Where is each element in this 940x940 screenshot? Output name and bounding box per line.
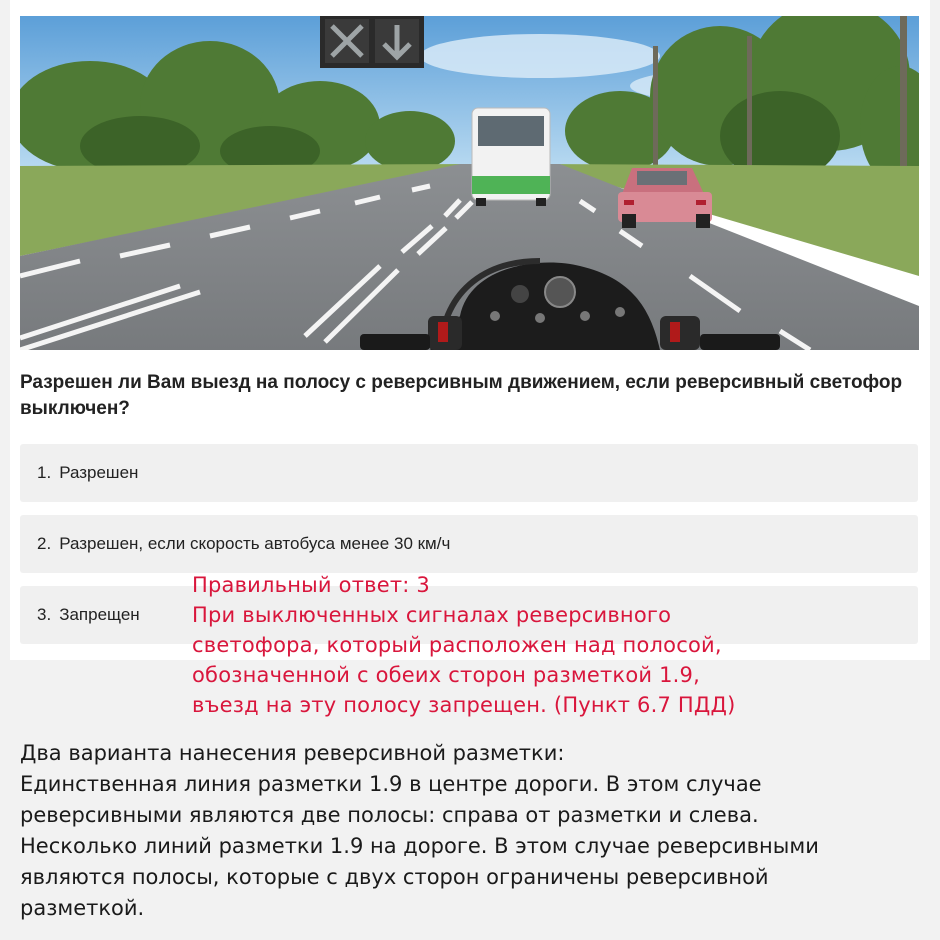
- road-scene-image: [20, 16, 919, 350]
- answer-label: Запрещен: [59, 605, 140, 624]
- explanation-line: реверсивными являются две полосы: справа от разметки и слева.: [20, 803, 759, 827]
- answer-label: Разрешен, если скорость автобуса менее 30 км/ч: [59, 534, 451, 553]
- explanation-line: разметкой.: [20, 896, 145, 920]
- overlay-explanation-line: въезд на эту полосу запрещен. (Пункт 6.7 ПДД): [192, 693, 736, 717]
- overlay-explanation-line: светофора, который расположен над полосой,: [192, 633, 722, 657]
- explanation-line: Единственная линия разметки 1.9 в центре дороги. В этом случае: [20, 772, 762, 796]
- reversible-signal: [320, 16, 424, 68]
- correct-answer-line: Правильный ответ: 3: [192, 573, 430, 597]
- answer-option-1[interactable]: [20, 444, 918, 502]
- explanation-line: Несколько линий разметки 1.9 на дороге. В этом случае реверсивными: [20, 834, 819, 858]
- answer-option-2[interactable]: [20, 515, 918, 573]
- explanation-line: являются полосы, которые с двух сторон ограничены реверсивной: [20, 865, 769, 889]
- explanation-block: [20, 738, 925, 924]
- overlay-explanation-line: обозначенной с обеих сторон разметкой 1.9,: [192, 663, 700, 687]
- answer-number: 2.: [37, 534, 52, 553]
- answer-label: Разрешен: [59, 463, 139, 482]
- answer-number: 3.: [37, 605, 52, 624]
- correct-answer-overlay: [192, 570, 912, 720]
- answer-number: 1.: [37, 463, 52, 482]
- explanation-line: Два варианта нанесения реверсивной разметки:: [20, 741, 565, 765]
- overlay-explanation-line: При выключенных сигналах реверсивного: [192, 603, 672, 627]
- question-text: Разрешен ли Вам выезд на полосу с реверсивным движением, если реверсивный светофор выключен?: [20, 372, 903, 419]
